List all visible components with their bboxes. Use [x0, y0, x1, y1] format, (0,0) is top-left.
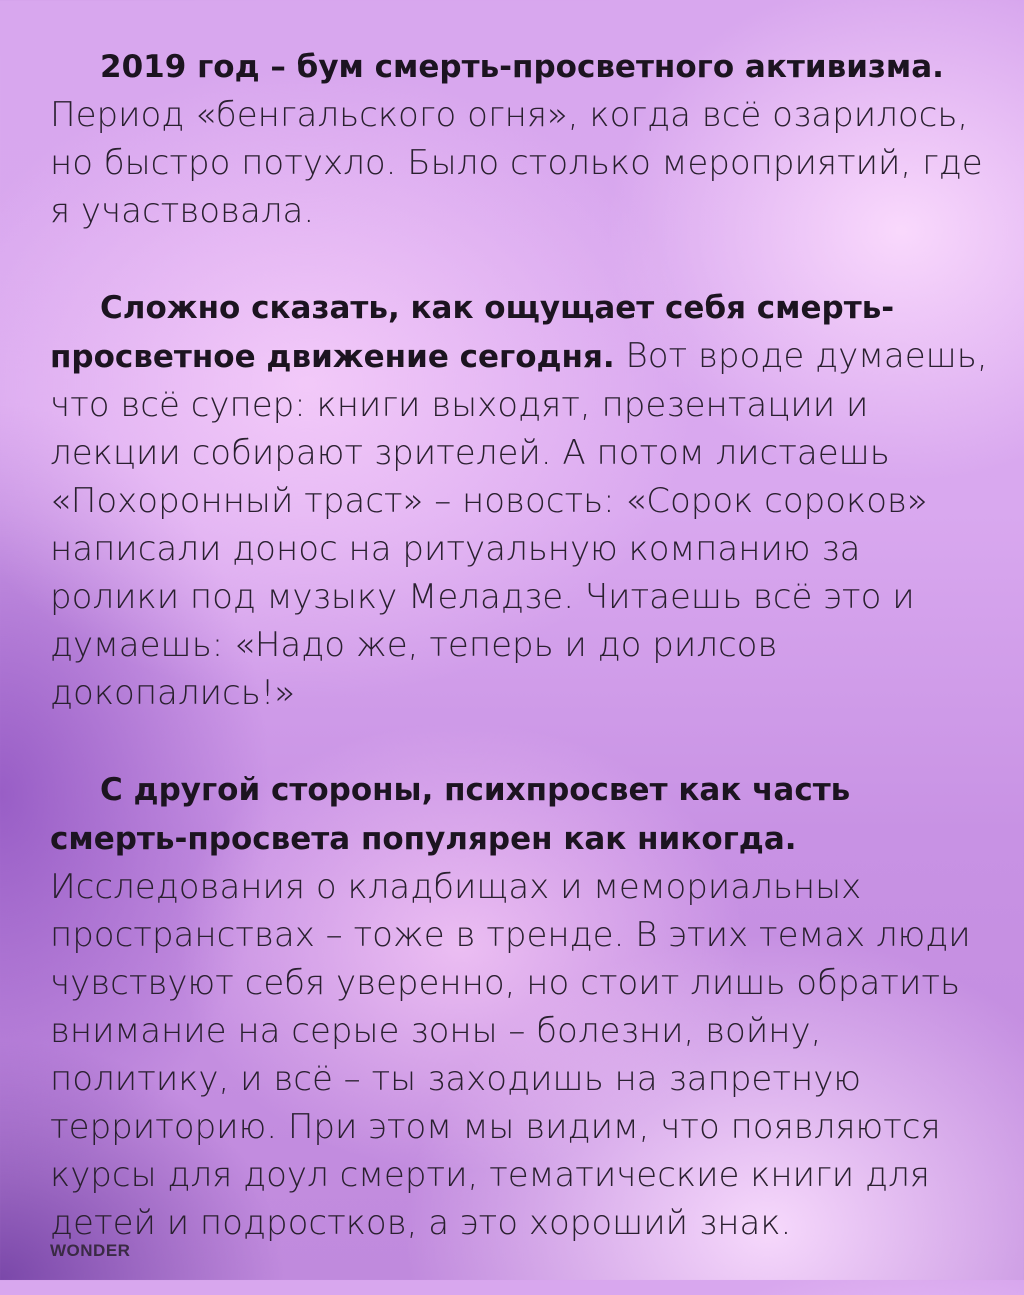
article-text: [50, 42, 990, 1295]
paragraph-1-body: Период «бенгальского огня», когда всё озарилось, но быстро потухло. Было столько мероприятий, где я участвовала.: [50, 95, 983, 231]
wonder-logo: WONDER: [50, 1241, 131, 1260]
paragraph-2-lead: Сложно сказать, как ощущает себя смерть-просветное движение сегодня.: [50, 290, 895, 375]
paragraph-1-lead: 2019 год – бум смерть-просветного активизма.: [100, 49, 944, 85]
paragraph-2-body: Вот вроде думаешь, что всё супер: книги выходят, презентации и лекции собирают зрителей. А потом листаешь «Похоронный траст» – новость: «Сорок сороков» написали донос на ритуальную компанию за ролики под музыку Меладзе. Читаешь всё это и думаешь: «Надо же, теперь и до рилсов докопались!»: [50, 336, 988, 713]
paragraph-3-lead: С другой стороны, психпросвет как часть смерть-просвета популярен как никогда.: [50, 772, 851, 857]
paragraph-3: [50, 765, 990, 1247]
paragraph-3-body: Исследования о кладбищах и мемориальных пространствах – тоже в тренде. В этих темах люди чувствуют себя уверенно, но стоит лишь обратить внимание на серые зоны – болезни, войну, политику, и всё – ты заходишь на запретную территорию. При этом мы видим, что появляются курсы для доул смерти, тематические книги для детей и подростков, а это хороший знак.: [50, 867, 971, 1243]
paragraph-2: [50, 283, 990, 717]
paragraph-1: [50, 42, 990, 235]
